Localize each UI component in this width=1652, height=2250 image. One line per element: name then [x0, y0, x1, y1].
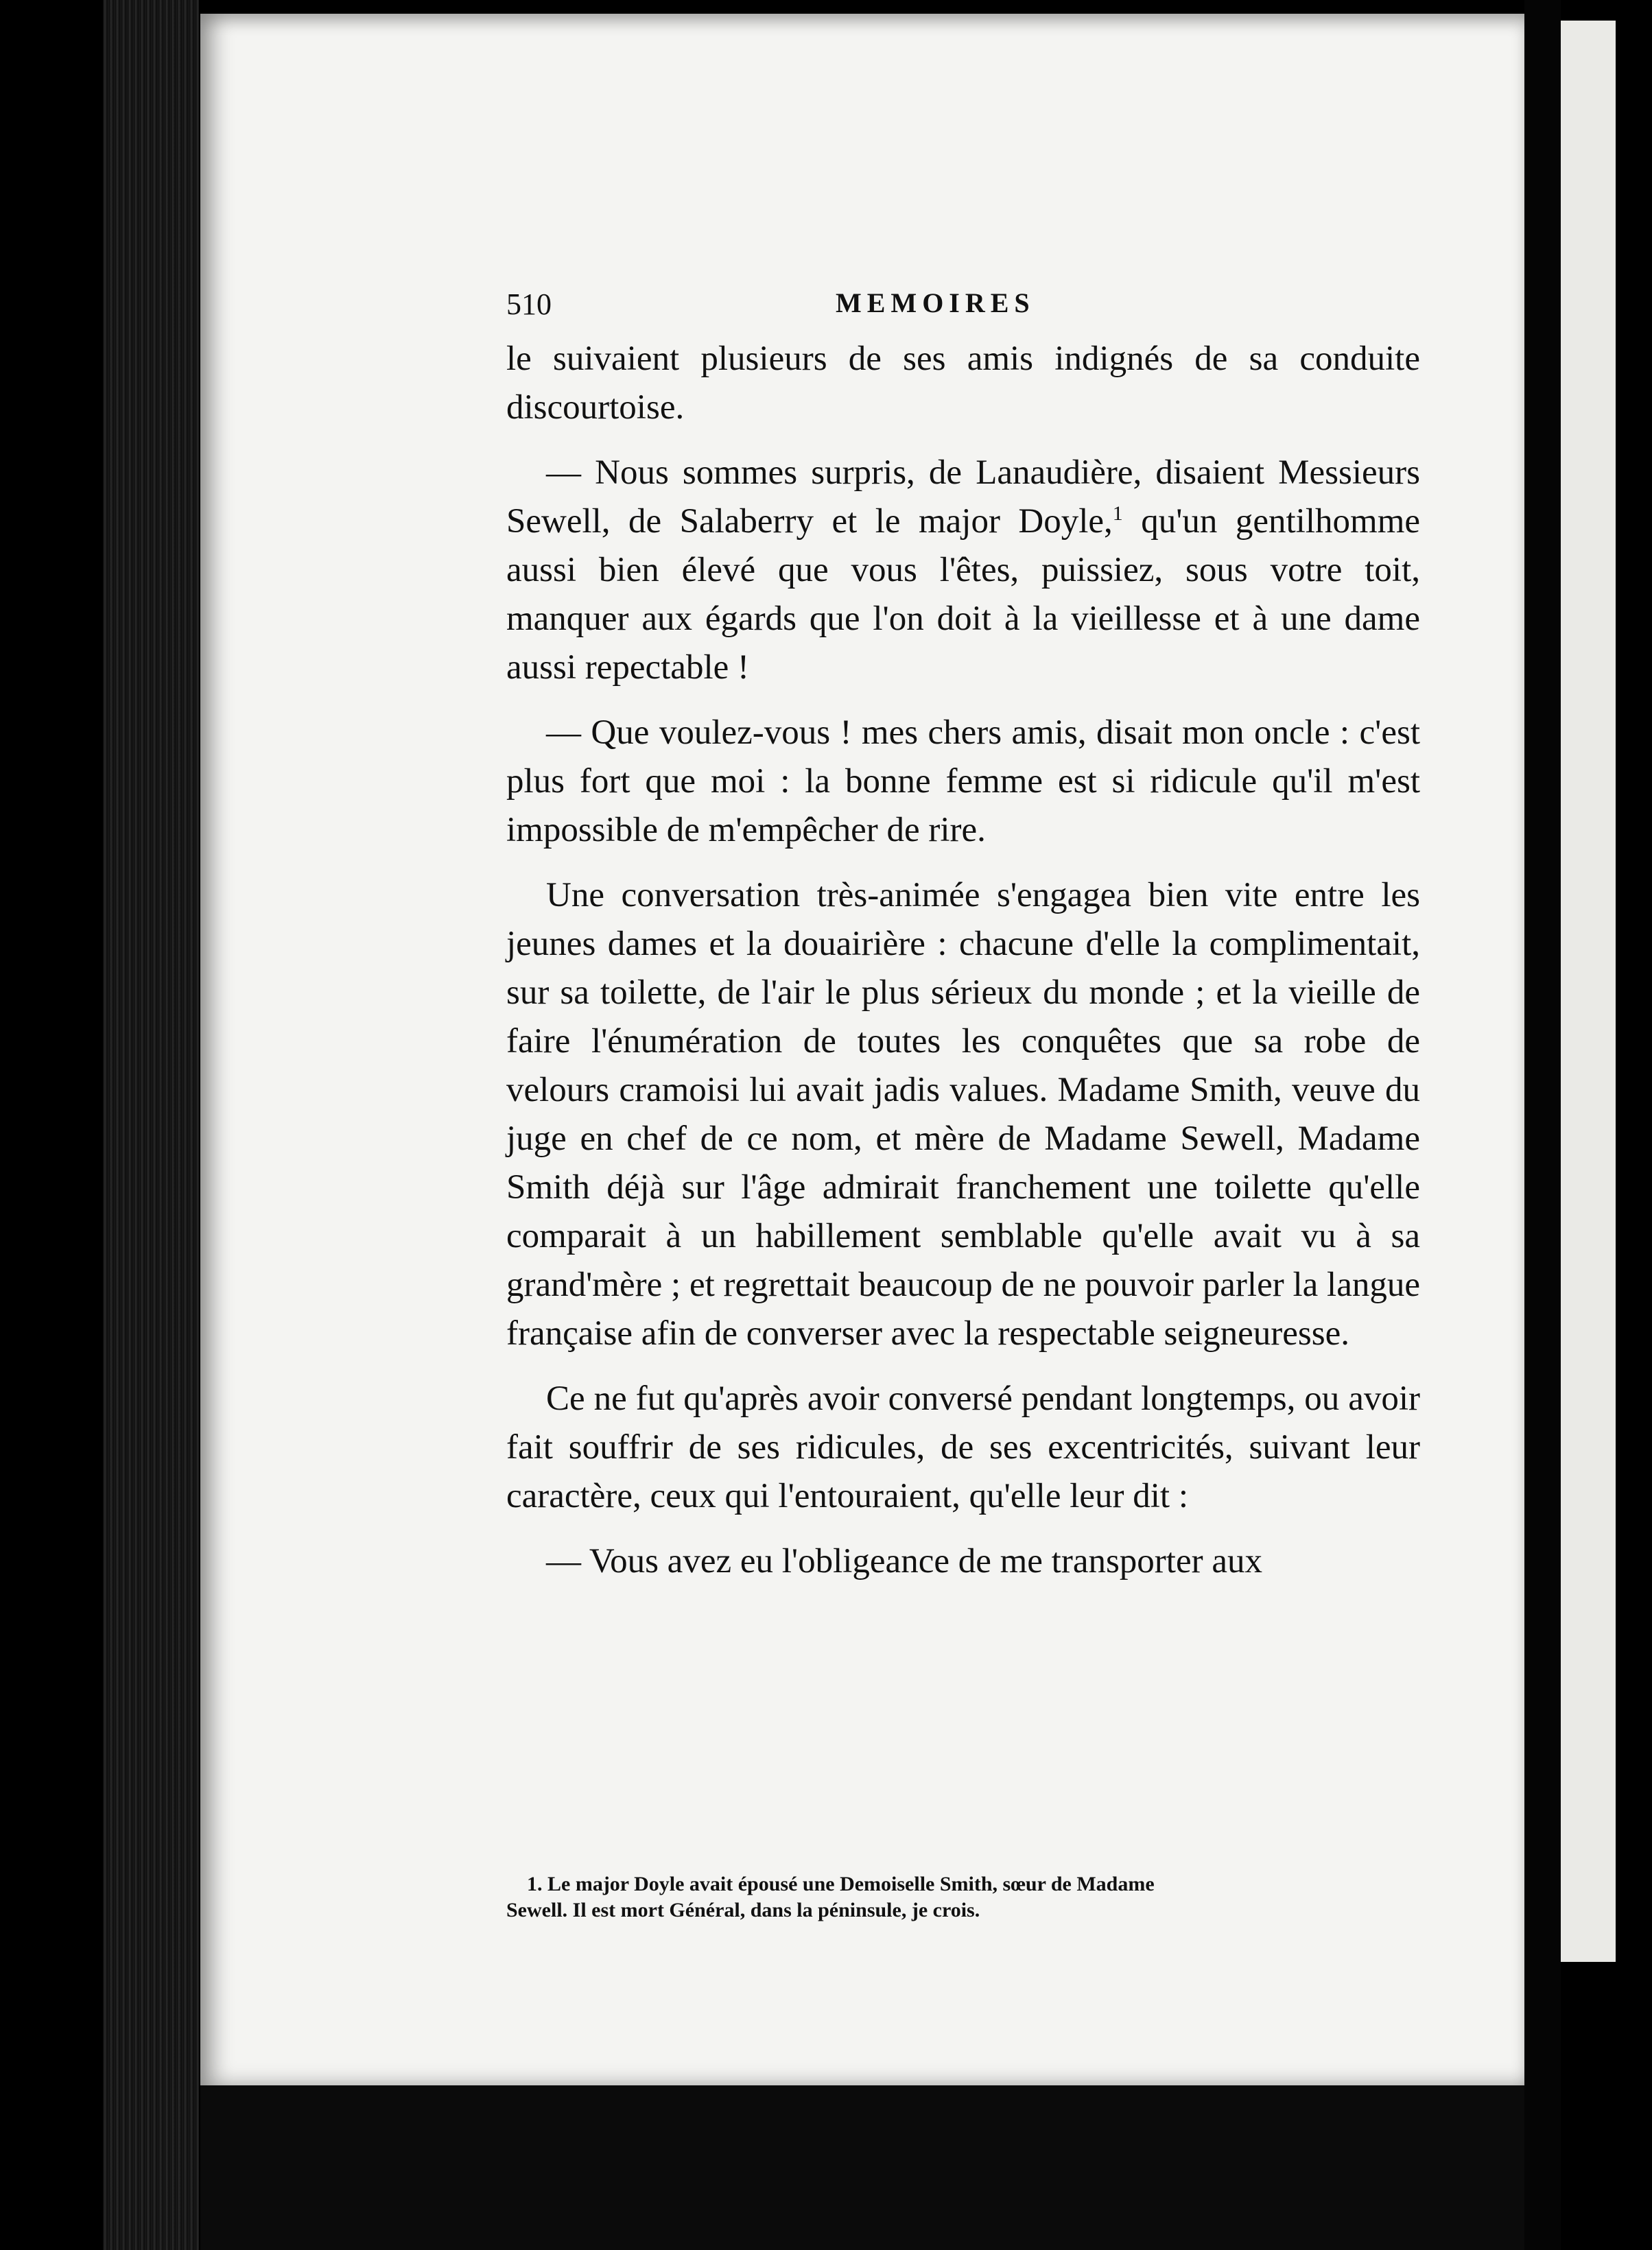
running-head	[506, 287, 1420, 335]
right-gutter	[1524, 0, 1561, 2250]
paragraph-dialogue-1	[506, 449, 1420, 692]
paragraph-conversation: Une conversation très-animée s'engagea bien vite entre les jeunes dames et la douairière : chacune d'elle la complimentait, sur sa toilette, de l'air le plus sérieux du monde ; et la vieille de faire l'énumération de toutes les conquêtes que sa robe de velours cramoisi lui avait jadis values. Madame Smith, veuve du juge en chef de ce nom, et mère de Madame Sewell, Madame Smith déjà sur l'âge admirait franchement une toilette qu'elle comparait à un habillement semblable qu'elle avait vu à sa grand'mère ; et regrettait beaucoup de ne pouvoir parler la langue française afin de converser avec la respectable seigneuresse.	[506, 876, 1420, 1353]
bottom-shadow	[200, 2085, 1524, 2250]
footnote	[506, 1871, 1420, 1923]
footnote-line-1: 1. Le major Doyle avait épousé une Demoiselle Smith, sœur de Madame	[527, 1873, 1155, 1895]
page-number: 510	[506, 287, 552, 321]
paragraph-continuation: le suivaient plusieurs de ses amis indignés de sa conduite discourtoise.	[506, 340, 1420, 427]
body-text	[506, 335, 1420, 1586]
next-page-edge	[1561, 21, 1616, 1962]
header-title: MEMOIRES	[836, 287, 1035, 318]
paragraph-dialogue-3: — Vous avez eu l'obligeance de me transporter aux	[546, 1542, 1262, 1580]
paragraph-dialogue-2: — Que voulez-vous ! mes chers amis, disait mon oncle : c'est plus fort que moi : la bonne femme est si ridicule qu'il m'est impossible de m'empêcher de rire.	[506, 713, 1420, 849]
footnote-reference: 1	[1112, 502, 1123, 525]
paragraph-after: Ce ne fut qu'après avoir conversé pendant longtemps, ou avoir fait souffrir de ses ridicules, de ses excentricités, suivant leur caractère, ceux qui l'entouraient, qu'elle leur dit :	[506, 1379, 1420, 1515]
paragraph-dialogue-1-text: — Nous sommes surpris, de Lanaudière, disaient Messieurs Sewell, de Salaberry et le major Doyle,	[506, 453, 1420, 541]
page-edges	[103, 0, 199, 2250]
text-block	[506, 287, 1420, 1586]
footnote-line-2: Sewell. Il est mort Général, dans la péninsule, je crois.	[506, 1899, 980, 1921]
paragraph-dialogue-1-cont: qu'un gentilhomme aussi bien élevé que vous l'êtes, puissiez, sous votre toit, manquer aux égards que l'on doit à la vieillesse et à une dame aussi repectable !	[506, 502, 1420, 687]
